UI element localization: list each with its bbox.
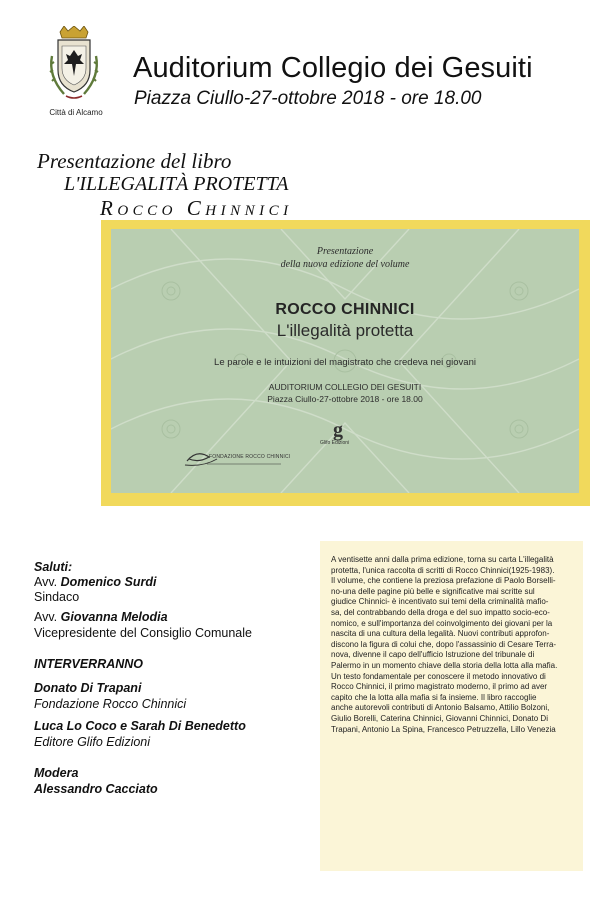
card-book-title: L'illegalità protetta <box>276 321 414 340</box>
description-text <box>331 555 575 735</box>
venue-title: Auditorium Collegio dei Gesuiti <box>133 52 533 84</box>
description-line: discono la figura di colui che, dopo l'assassinio di Cesare Terra- <box>331 639 557 649</box>
description-line: Palermo in un momento chiave della storia della lotta alla mafia. <box>331 660 558 670</box>
book-title: L'ILLEGALITÀ PROTETTA <box>64 173 289 195</box>
description-line: nascita di una cultura della legalità. Nuovi contributi approfon- <box>331 629 550 639</box>
speaker-4-name: Luca Lo Coco e Sarah Di Benedetto <box>34 719 246 733</box>
venue-subtitle: Piazza Ciullo-27-ottobre 2018 - ore 18.00 <box>134 88 482 109</box>
description-line: sa, del contrabbando della droga e del suo impatto socio-eco- <box>331 607 550 617</box>
city-crest-icon <box>46 26 102 102</box>
interventions-heading: INTERVERRANNO <box>34 657 144 671</box>
speaker-2-role: Vicepresidente del Consiglio Comunale <box>34 626 252 640</box>
description-box <box>320 541 583 871</box>
author-name: Rocco Chinnici <box>100 196 293 220</box>
description-line: capito che la lotta alla mafia si fa insieme. Il libro raccoglie <box>331 692 537 702</box>
card-subtitle: Le parole e le intuizioni del magistrato che credeva nei giovani <box>214 357 476 368</box>
speaker-2-name: Giovanna Melodia <box>60 610 168 624</box>
description-line: Il volume, che contiene la preziosa prefazione di Paolo Borselli- <box>331 576 556 586</box>
card-presentation-label: Presentazione <box>316 246 374 257</box>
speaker-1-role: Sindaco <box>34 590 80 604</box>
speaker-1-name: Domenico Surdi <box>60 575 157 589</box>
speaker-1-prefix: Avv. <box>34 575 61 589</box>
description-line: Trapani, Antonio La Spina, Francesco Petruzzella, Lillo Venezia <box>331 724 556 734</box>
description-line: nova, divenne il capo dell'ufficio Istruzione del tribunale di <box>331 650 535 660</box>
card-author: ROCCO CHINNICI <box>275 301 415 318</box>
moderator-heading: Modera <box>34 766 79 780</box>
speaker-2 <box>34 610 168 624</box>
saluti-heading: Saluti: <box>34 560 73 574</box>
speaker-3-role: Fondazione Rocco Chinnici <box>34 697 187 711</box>
card-edition-label: della nuova edizione del volume <box>280 259 410 270</box>
book-card <box>111 229 579 493</box>
publisher-logo-icon: g <box>333 419 343 441</box>
description-line: Un testo fondamentale per conoscere il metodo innovativo di <box>331 671 546 681</box>
description-line: A ventisette anni dalla prima edizione, torna su carta L'illegalità <box>331 555 554 564</box>
presentation-line: Presentazione del libro <box>37 149 232 173</box>
city-label: Città di Alcamo <box>49 108 103 117</box>
description-line: anche autorevoli contributi di Antonio Balsamo, Attilio Bolzoni, <box>331 703 550 713</box>
description-line: Giulio Borelli, Caterina Chinnici, Giovanni Chinnici, Donato Di <box>331 713 548 723</box>
description-line: nomico, e sull'importanza del coinvolgimento dei giovani per la <box>331 618 553 628</box>
description-line: protetta, l'unica raccolta di scritti di Rocco Chinnici(1925-1983). <box>331 565 555 575</box>
description-line: Rocco Chinnici, il primo magistrato moderno, il primo ad aver <box>331 682 548 692</box>
speaker-1 <box>34 575 156 589</box>
publisher-logo-text: Glifo Edizioni <box>320 440 350 446</box>
description-line: giudice Chinnici- è incentivato sui temi della criminalità mafio- <box>331 597 549 607</box>
card-venue: AUDITORIUM COLLEGIO DEI GESUITI <box>268 382 422 392</box>
speaker-4-role: Editore Glifo Edizioni <box>34 735 151 749</box>
speaker-2-prefix: Avv. <box>34 610 61 624</box>
card-date: Piazza Ciullo-27-ottobre 2018 - ore 18.00 <box>267 394 423 404</box>
speaker-3-name: Donato Di Trapani <box>34 681 142 695</box>
foundation-logo-text: FONDAZIONE ROCCO CHINNICI <box>209 454 291 460</box>
moderator-name: Alessandro Cacciato <box>34 782 158 796</box>
description-line: no-una delle pagine più belle e significative mai scritte sul <box>331 586 535 596</box>
